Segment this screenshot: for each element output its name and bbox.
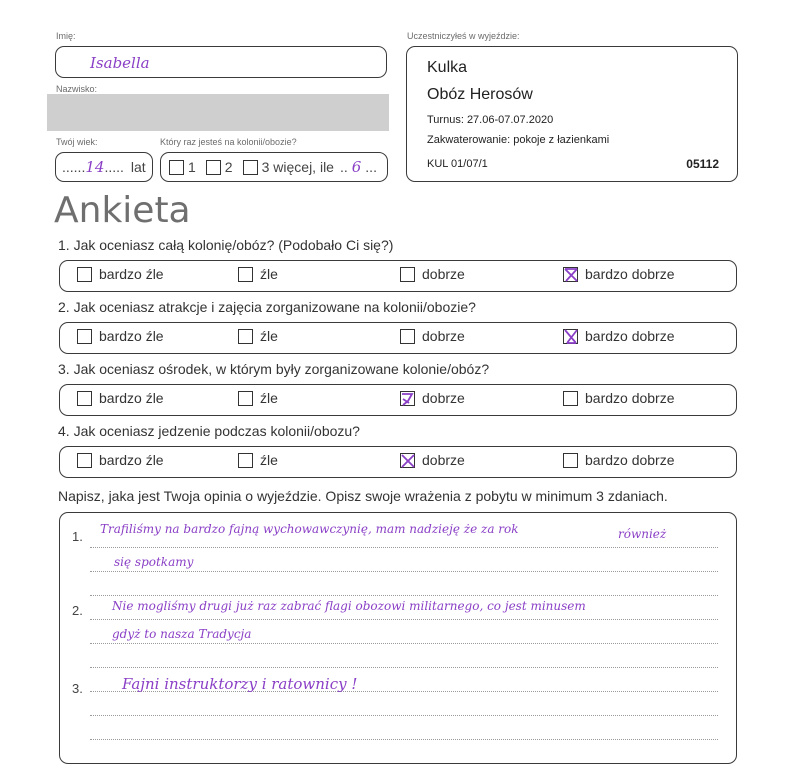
q2-opt-2-label: źle (260, 328, 278, 344)
q4-opt-1-checkbox[interactable] (77, 453, 92, 468)
times-option-3: 3 więcej, ile (261, 159, 334, 175)
answer-2-line-2: gdyż to nasza Tradycja (112, 627, 252, 641)
question-3: 3. Jak oceniasz ośrodek, w którym były zorganizowane kolonie/obóz? (58, 361, 490, 377)
q4-opt-3-label: dobrze (422, 452, 465, 468)
q3-opt-1-label: bardzo źle (99, 390, 164, 406)
check-mark-icon (563, 267, 579, 283)
answer-row-4 (59, 446, 737, 478)
age-dots-before: ...... (62, 159, 86, 175)
q2-opt-2-checkbox[interactable] (238, 329, 253, 344)
q1-opt-3-label: dobrze (422, 266, 465, 282)
q1-opt-3-checkbox[interactable] (400, 267, 415, 282)
q4-opt-4-checkbox[interactable] (563, 453, 578, 468)
check-mark-icon (563, 329, 579, 345)
q4-opt-2-checkbox[interactable] (238, 453, 253, 468)
answer-row-3 (59, 384, 737, 416)
q2-opt-4-checkbox[interactable] (563, 329, 578, 344)
answer-row-1 (59, 260, 737, 292)
q2-opt-3-label: dobrze (422, 328, 465, 344)
participant-card (406, 46, 738, 182)
answer-3-line-1: Fajni instruktorzy i ratownicy ! (122, 675, 358, 693)
q1-opt-1-checkbox[interactable] (77, 267, 92, 282)
accommodation: Zakwaterowanie: pokoje z łazienkami (427, 134, 610, 146)
answer-number-1: 1. (72, 529, 83, 544)
answer-1-line-2: się spotkamy (114, 555, 194, 569)
first-name-field[interactable] (55, 46, 387, 78)
q1-opt-1-label: bardzo źle (99, 266, 164, 282)
q3-opt-2-checkbox[interactable] (238, 391, 253, 406)
answer-row-2 (59, 322, 737, 354)
q1-opt-2-label: źle (260, 266, 278, 282)
answer-1-line-1b: również (618, 527, 667, 541)
q3-opt-3-label: dobrze (422, 390, 465, 406)
q2-opt-1-checkbox[interactable] (77, 329, 92, 344)
opinion-box[interactable] (59, 512, 737, 764)
q3-opt-3-checkbox[interactable] (400, 391, 415, 406)
times-field[interactable] (160, 152, 388, 182)
first-name-value: Isabella (90, 54, 150, 72)
q4-opt-1-label: bardzo źle (99, 452, 164, 468)
q3-opt-1-checkbox[interactable] (77, 391, 92, 406)
question-2: 2. Jak oceniasz atrakcje i zajęcia zorganizowane na kolonii/obozie? (58, 299, 476, 315)
q3-opt-4-label: bardzo dobrze (585, 390, 675, 406)
participant-name: Kulka (427, 59, 468, 76)
check-mark-icon (400, 453, 416, 469)
times-option-2: 2 (224, 159, 233, 175)
q1-opt-2-checkbox[interactable] (238, 267, 253, 282)
survey-title: Ankieta (54, 190, 191, 231)
first-name-label: Imię: (56, 31, 76, 41)
q4-opt-4-label: bardzo dobrze (585, 452, 675, 468)
camp-number: 05112 (686, 157, 719, 171)
last-name-label: Nazwisko: (56, 84, 98, 94)
opinion-prompt: Napisz, jaka jest Twoja opinia o wyjeździe. Opisz swoje wrażenia z pobytu w minimum 3 zdaniach. (58, 488, 668, 504)
times-label: Który raz jesteś na kolonii/obozie? (160, 137, 297, 147)
question-4: 4. Jak oceniasz jedzenie podczas kolonii/obozu? (58, 423, 360, 439)
q2-opt-4-label: bardzo dobrze (585, 328, 675, 344)
q4-opt-2-label: źle (260, 452, 278, 468)
times-option-1: 1 (188, 159, 196, 175)
participant-label: Uczestniczyłeś w wyjeździe: (407, 31, 520, 41)
times-value: 6 (351, 158, 362, 176)
turn-dates: Turnus: 27.06-07.07.2020 (427, 114, 554, 126)
check-mark-icon (400, 391, 416, 407)
q3-opt-2-label: źle (260, 390, 278, 406)
age-value: 14 (85, 158, 105, 176)
answer-1-line-1: Trafiliśmy na bardzo fajną wychowawczynię, mam nadzieję że za rok (100, 522, 519, 536)
q1-opt-4-label: bardzo dobrze (585, 266, 675, 282)
times-checkbox-3[interactable] (243, 160, 258, 175)
camp-code: KUL 01/07/1 (427, 158, 488, 170)
q1-opt-4-checkbox[interactable] (563, 267, 578, 282)
q2-opt-3-checkbox[interactable] (400, 329, 415, 344)
camp-name: Obóz Herosów (427, 86, 533, 103)
answer-number-2: 2. (72, 603, 83, 618)
age-unit: lat (130, 159, 146, 175)
answer-number-3: 3. (72, 681, 83, 696)
age-dots-after: ..... (104, 159, 124, 175)
times-checkbox-1[interactable] (169, 160, 184, 175)
question-1: 1. Jak oceniasz całą kolonię/obóz? (Podobało Ci się?) (58, 237, 394, 253)
age-field[interactable] (55, 152, 153, 182)
last-name-redacted (47, 94, 389, 131)
q3-opt-4-checkbox[interactable] (563, 391, 578, 406)
q2-opt-1-label: bardzo źle (99, 328, 164, 344)
age-label: Twój wiek: (56, 137, 98, 147)
answer-2-line-1: Nie mogliśmy drugi już raz zabrać flagi obozowi militarnego, co jest minusem (112, 599, 586, 613)
times-dots: .. (339, 159, 348, 175)
times-dots-after: ... (365, 159, 377, 175)
q4-opt-3-checkbox[interactable] (400, 453, 415, 468)
times-checkbox-2[interactable] (206, 160, 221, 175)
